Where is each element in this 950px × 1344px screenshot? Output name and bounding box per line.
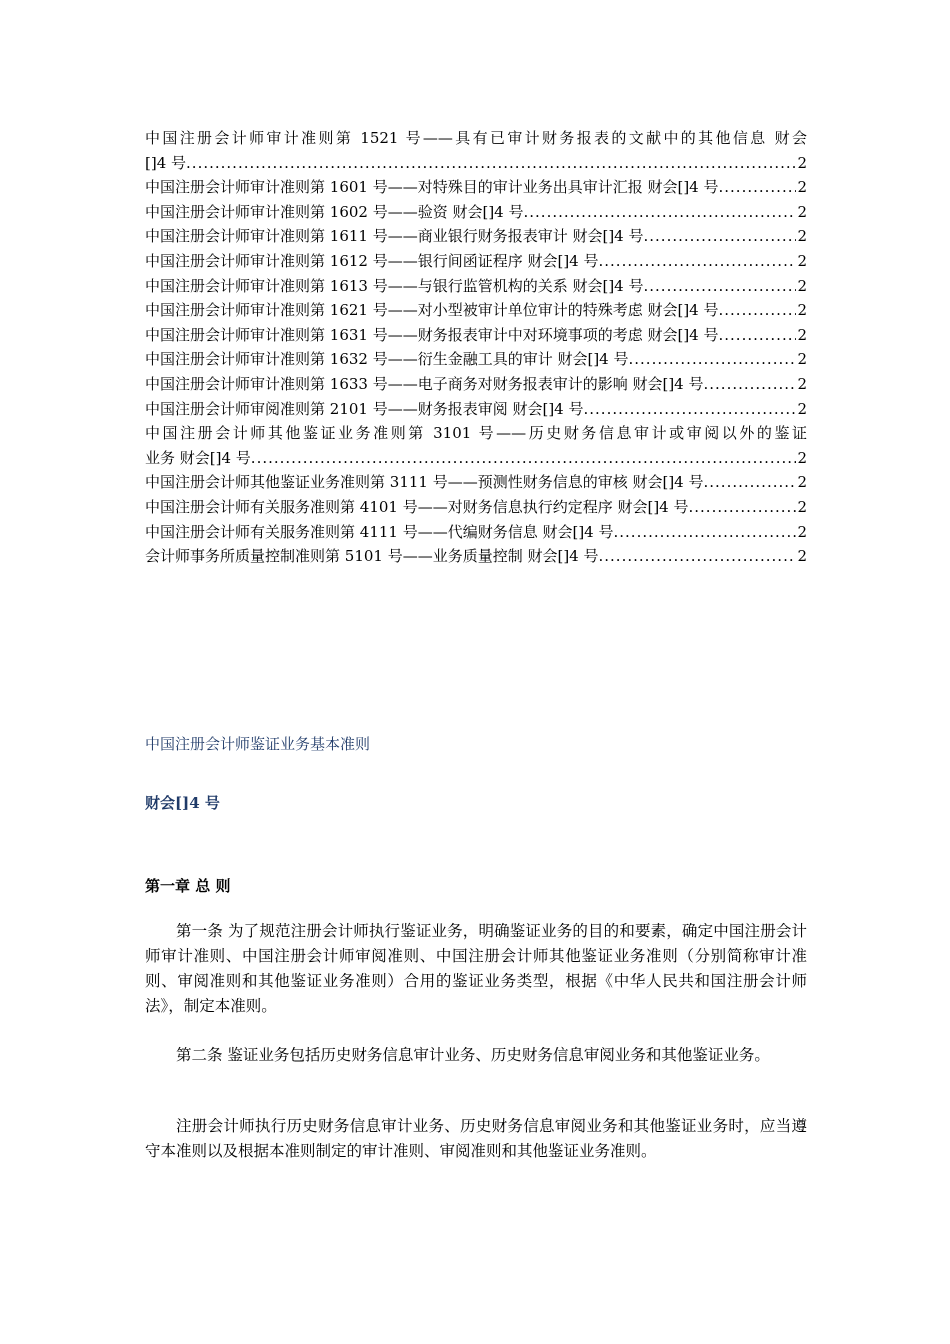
toc-page-number: 2: [797, 325, 807, 344]
toc-entry[interactable]: [145, 323, 807, 348]
toc-entry-text: 中国注册会计师审计准则第 1633 号——电子商务对财务报表审计的影响 财会[]4 号: [145, 374, 704, 393]
toc-entry-continuation[interactable]: [145, 151, 807, 176]
toc-entry[interactable]: [145, 175, 807, 200]
toc-page-number: 2: [797, 227, 807, 246]
toc-leader-dots: [614, 520, 797, 545]
toc-entry-continuation[interactable]: [145, 446, 807, 471]
toc-page-number: 2: [797, 547, 807, 566]
toc-entry-text: 中国注册会计师审计准则第 1521 号——具有已审计财务报表的文献中的其他信息 财会: [145, 129, 807, 147]
toc-page-number: 2: [797, 276, 807, 295]
article-paragraph: 注册会计师执行历史财务信息审计业务、历史财务信息审阅业务和其他鉴证业务时，应当遵守本准则以及根据本准则制定的审计准则、审阅准则和其他鉴证业务准则。: [145, 1117, 807, 1160]
toc-leader-dots: [599, 544, 797, 569]
toc-leader-dots: [599, 249, 797, 274]
toc-entry-text: []4 号: [145, 153, 187, 172]
toc-page-number: 2: [797, 448, 807, 467]
toc-leader-dots: [644, 224, 797, 249]
toc-leader-dots: [719, 298, 797, 323]
toc-leader-dots: [719, 323, 797, 348]
toc-entry-text: 中国注册会计师有关服务准则第 4111 号——代编财务信息 财会[]4 号: [145, 522, 614, 541]
toc-entry-text: 中国注册会计师审计准则第 1612 号——银行间函证程序 财会[]4 号: [145, 251, 599, 270]
toc-entry-text: 会计师事务所质量控制准则第 5101 号——业务质量控制 财会[]4 号: [145, 547, 599, 566]
toc-entry[interactable]: [145, 421, 807, 446]
toc-page-number: 2: [797, 178, 807, 197]
toc-entry[interactable]: [145, 397, 807, 422]
toc-leader-dots: [186, 151, 796, 176]
toc-entry-text: 中国注册会计师审计准则第 1621 号——对小型被审计单位审计的特殊考虑 财会[]4 号: [145, 301, 719, 320]
toc-entry-text: 中国注册会计师其他鉴证业务准则第 3111 号——预测性财务信息的审核 财会[]4 号: [145, 473, 704, 492]
toc-leader-dots: [584, 397, 797, 422]
toc-entry-text: 中国注册会计师审计准则第 1632 号——衍生金融工具的审计 财会[]4 号: [145, 350, 629, 369]
toc-entry[interactable]: [145, 470, 807, 495]
toc-leader-dots: [644, 274, 797, 299]
toc-entry[interactable]: [145, 520, 807, 545]
toc-page-number: 2: [797, 350, 807, 369]
toc-entry[interactable]: [145, 200, 807, 225]
toc-entry-text: 中国注册会计师审计准则第 1631 号——财务报表审计中对环境事项的考虑 财会[]4 号: [145, 325, 719, 344]
toc-leader-dots: [704, 470, 797, 495]
toc-leader-dots: [524, 200, 797, 225]
toc-leader-dots: [719, 175, 797, 200]
toc-entry-text: 业务 财会[]4 号: [145, 448, 251, 467]
toc-entry[interactable]: [145, 126, 807, 151]
toc-page-number: 2: [797, 374, 807, 393]
toc-page-number: 2: [797, 153, 807, 172]
toc-entry-text: 中国注册会计师审阅准则第 2101 号——财务报表审阅 财会[]4 号: [145, 399, 584, 418]
article-paragraph: 第一条 为了规范注册会计师执行鉴证业务，明确鉴证业务的目的和要素，确定中国注册会计师审计准则、中国注册会计师审阅准则、中国注册会计师其他鉴证业务准则（分别简称审计准则、审阅准则和其他鉴证业务准则）合用的鉴证业务类型，根据《中华人民共和国注册会计师法》，制定本准则。: [145, 922, 807, 1015]
toc-page-number: 2: [797, 251, 807, 270]
toc-entry-text: 中国注册会计师其他鉴证业务准则第 3101 号——历史财务信息审计或审阅以外的鉴证: [145, 424, 807, 443]
toc-entry-text: 中国注册会计师审计准则第 1613 号——与银行监管机构的关系 财会[]4 号: [145, 276, 644, 295]
toc-entry[interactable]: [145, 372, 807, 397]
toc-entry[interactable]: [145, 544, 807, 569]
toc-entry[interactable]: [145, 298, 807, 323]
article-paragraph: 第二条 鉴证业务包括历史财务信息审计业务、历史财务信息审阅业务和其他鉴证业务。: [176, 1046, 770, 1064]
toc-leader-dots: [251, 446, 797, 471]
document-subtitle: 财会[]4 号: [145, 794, 220, 812]
chapter-heading: 第一章 总 则: [145, 877, 231, 895]
table-of-contents: [145, 126, 807, 569]
toc-entry[interactable]: [145, 347, 807, 372]
toc-page-number: 2: [797, 399, 807, 418]
toc-entry-text: 中国注册会计师审计准则第 1611 号——商业银行财务报表审计 财会[]4 号: [145, 227, 644, 246]
toc-page-number: 2: [797, 202, 807, 221]
toc-entry[interactable]: [145, 495, 807, 520]
toc-entry-text: 中国注册会计师审计准则第 1602 号——验资 财会[]4 号: [145, 202, 524, 221]
toc-page-number: 2: [797, 301, 807, 320]
toc-page-number: 2: [797, 473, 807, 492]
toc-page-number: 2: [797, 522, 807, 541]
toc-entry[interactable]: [145, 224, 807, 249]
toc-leader-dots: [704, 372, 797, 397]
toc-leader-dots: [689, 495, 797, 520]
toc-entry-text: 中国注册会计师审计准则第 1601 号——对特殊目的审计业务出具审计汇报 财会[]4 号: [145, 178, 719, 197]
toc-leader-dots: [629, 347, 797, 372]
toc-entry-text: 中国注册会计师有关服务准则第 4101 号——对财务信息执行约定程序 财会[]4 号: [145, 497, 689, 516]
toc-page-number: 2: [797, 497, 807, 516]
toc-entry[interactable]: [145, 249, 807, 274]
toc-entry[interactable]: [145, 274, 807, 299]
document-title: 中国注册会计师鉴证业务基本准则: [145, 735, 371, 753]
